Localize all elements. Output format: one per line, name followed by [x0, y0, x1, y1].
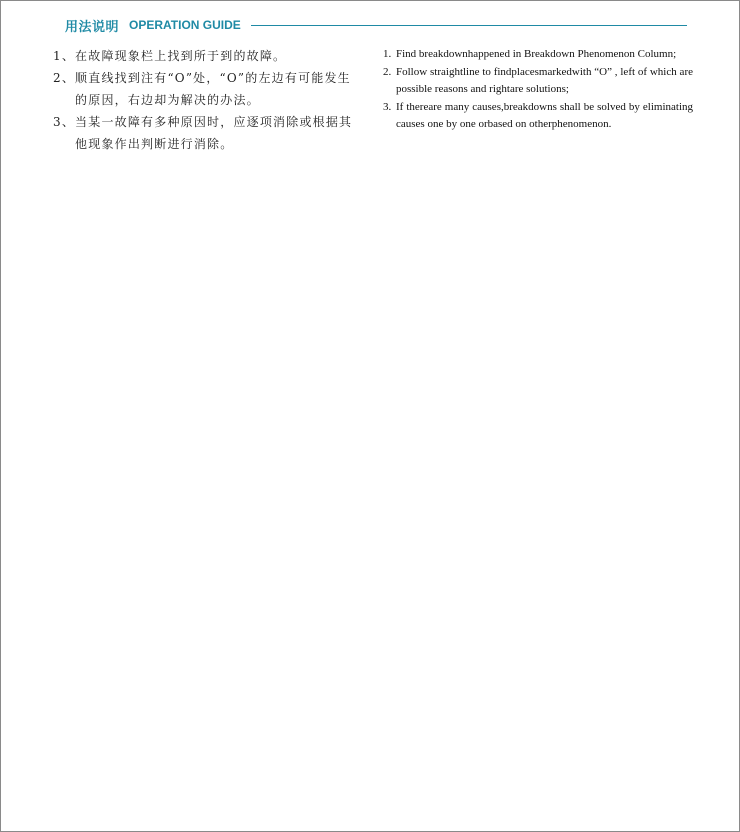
- instruction-cn-item: [53, 45, 363, 67]
- instructions-english: [383, 46, 693, 134]
- header-divider-line: [251, 25, 687, 26]
- instruction-cn-text: 顺直线找到注有“O”处，“O”的左边有可能发生的原因，右边却为解决的办法。: [75, 71, 351, 107]
- instruction-cn-number: 2、: [53, 71, 76, 85]
- instruction-en-item: [383, 64, 693, 98]
- instruction-en-item: [383, 99, 693, 133]
- section-title-cn: 用法说明: [65, 19, 120, 35]
- instruction-cn-text: 当某一故障有多种原因时，应逐项消除或根据其他现象作出判断进行消除。: [75, 115, 353, 151]
- instruction-cn-item: [53, 111, 363, 155]
- instructions-chinese: [53, 45, 363, 155]
- instruction-en-number: 2.: [383, 66, 392, 78]
- instruction-en-text: Find breakdownhappened in Breakdown Phenomenon Column;: [396, 48, 677, 60]
- instruction-en-text: Follow straightline to findplacesmarkedwith “O” , left of which are possible reasons and rightare solutions;: [396, 66, 693, 95]
- section-header: [65, 15, 687, 35]
- instruction-en-number: 1.: [383, 48, 392, 60]
- instruction-cn-number: 3、: [53, 115, 76, 129]
- instruction-en-item: [383, 46, 693, 63]
- instruction-cn-number: 1、: [53, 49, 76, 63]
- instruction-en-text: If thereare many causes,breakdowns shall be solved by eliminating causes one by one orbased on otherphenomenon.: [396, 101, 693, 130]
- instruction-cn-item: [53, 67, 363, 111]
- instruction-en-number: 3.: [383, 101, 392, 113]
- section-title-en: OPERATION GUIDE: [129, 18, 241, 32]
- instruction-cn-text: 在故障现象栏上找到所于到的故障。: [75, 49, 287, 63]
